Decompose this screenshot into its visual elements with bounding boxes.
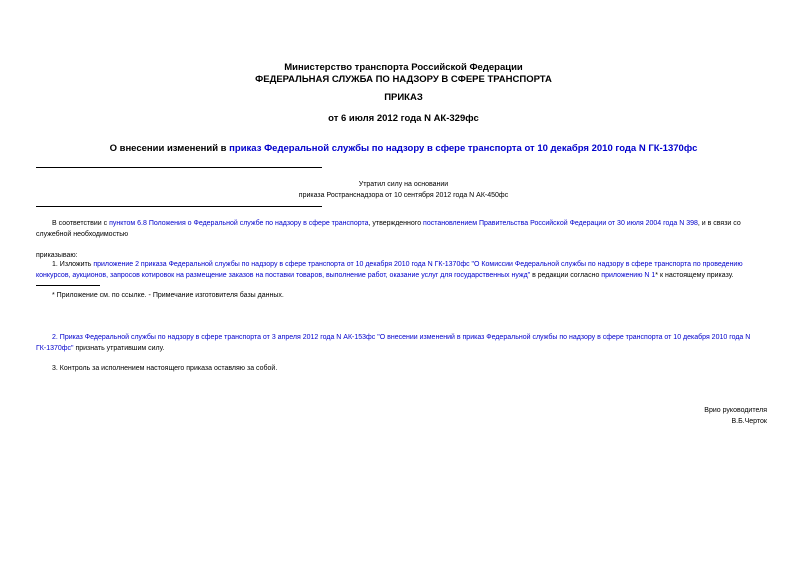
title-link[interactable]: приказ Федеральной службы по надзору в сфере транспорта от 10 декабря 2010 года N ГК-1370фс: [229, 143, 698, 154]
status-link[interactable]: приказа Ространснадзора от 10 сентября 2012 года N АК-450фс: [298, 192, 509, 199]
link-government-decree[interactable]: постановлением Правительства Российской Федерации от 30 июля 2004 года N 398: [423, 220, 698, 227]
link-appendix-1[interactable]: приложению N 1: [601, 271, 656, 279]
link-order-ak-153fs[interactable]: 2. Приказ Федеральной службы по надзору в сфере транспорта от 3 апреля 2012 года N АК-153фс "О внесении изменений в приказ Федеральной службы по надзору в сфере транспорта от 10 декабря 2010 года N ГК-1370фс": [36, 334, 751, 352]
divider-top: [36, 167, 322, 168]
paragraph-item-1: 1. Изложить приложение 2 приказа Федеральной службы по надзору в сфере транспорта от 10 декабря 2010 года N ГК-1370фс "О Комиссии Федеральной службы по надзору в сфере транспорта по проведению конкурсов, аукционов, запросов котировок на размещение заказов на поставки товаров, выполнение работ, оказание услуг для государственных нужд" в редакции согласно приложению N 1* к настоящему приказу.: [36, 261, 743, 279]
ministry-heading: Министерство транспорта Российской Федерации: [284, 62, 523, 73]
link-regulation-clause[interactable]: пунктом 6.8 Положения о Федеральной службе по надзору в сфере транспорта: [109, 220, 369, 227]
signature-position: Врио руководителя: [704, 407, 767, 414]
document-title: [0, 143, 807, 154]
signature-name: В.Б.Черток: [731, 418, 767, 425]
paragraph-item-2: 2. Приказ Федеральной службы по надзору в сфере транспорта от 3 апреля 2012 года N АК-153фс "О внесении изменений в приказ Федеральной службы по надзору в сфере транспорта от 10 декабря 2010 года N ГК-1370фс" признать утратившим силу.: [36, 334, 751, 352]
divider-bottom: [36, 206, 322, 207]
paragraph-preamble: В соответствии с пунктом 6.8 Положения о Федеральной службе по надзору в сфере транспорта, утвержденного постановлением Правительства Российской Федерации от 30 июля 2004 года N 398, и в связи со служебной необходимостью: [36, 220, 741, 238]
status-text: Утратил силу на основании: [358, 181, 449, 188]
title-prefix: О внесении изменений в: [109, 143, 230, 154]
footnote: * Приложение см. по ссылке. - Примечание изготовителя базы данных.: [52, 292, 284, 299]
paragraph-order-word: приказываю:: [36, 252, 78, 259]
service-heading: ФЕДЕРАЛЬНАЯ СЛУЖБА ПО НАДЗОРУ В СФЕРЕ ТРАНСПОРТА: [255, 74, 552, 85]
document-type: ПРИКАЗ: [384, 92, 423, 103]
paragraph-item-3: 3. Контроль за исполнением настоящего приказа оставляю за собой.: [52, 365, 278, 372]
document-date-number: от 6 июля 2012 года N АК-329фс: [328, 113, 479, 124]
link-appendix-2[interactable]: приложение 2 приказа Федеральной службы по надзору в сфере транспорта от 10 декабря 2010 года N ГК-1370фс "О Комиссии Федеральной службы по надзору в сфере транспорта по проведению конкурсов, аукционов, запросов котировок на размещение заказов на поставки товаров, выполнение работ, оказание услуг для государственных нужд": [36, 261, 743, 279]
footnote-divider: [36, 285, 100, 286]
